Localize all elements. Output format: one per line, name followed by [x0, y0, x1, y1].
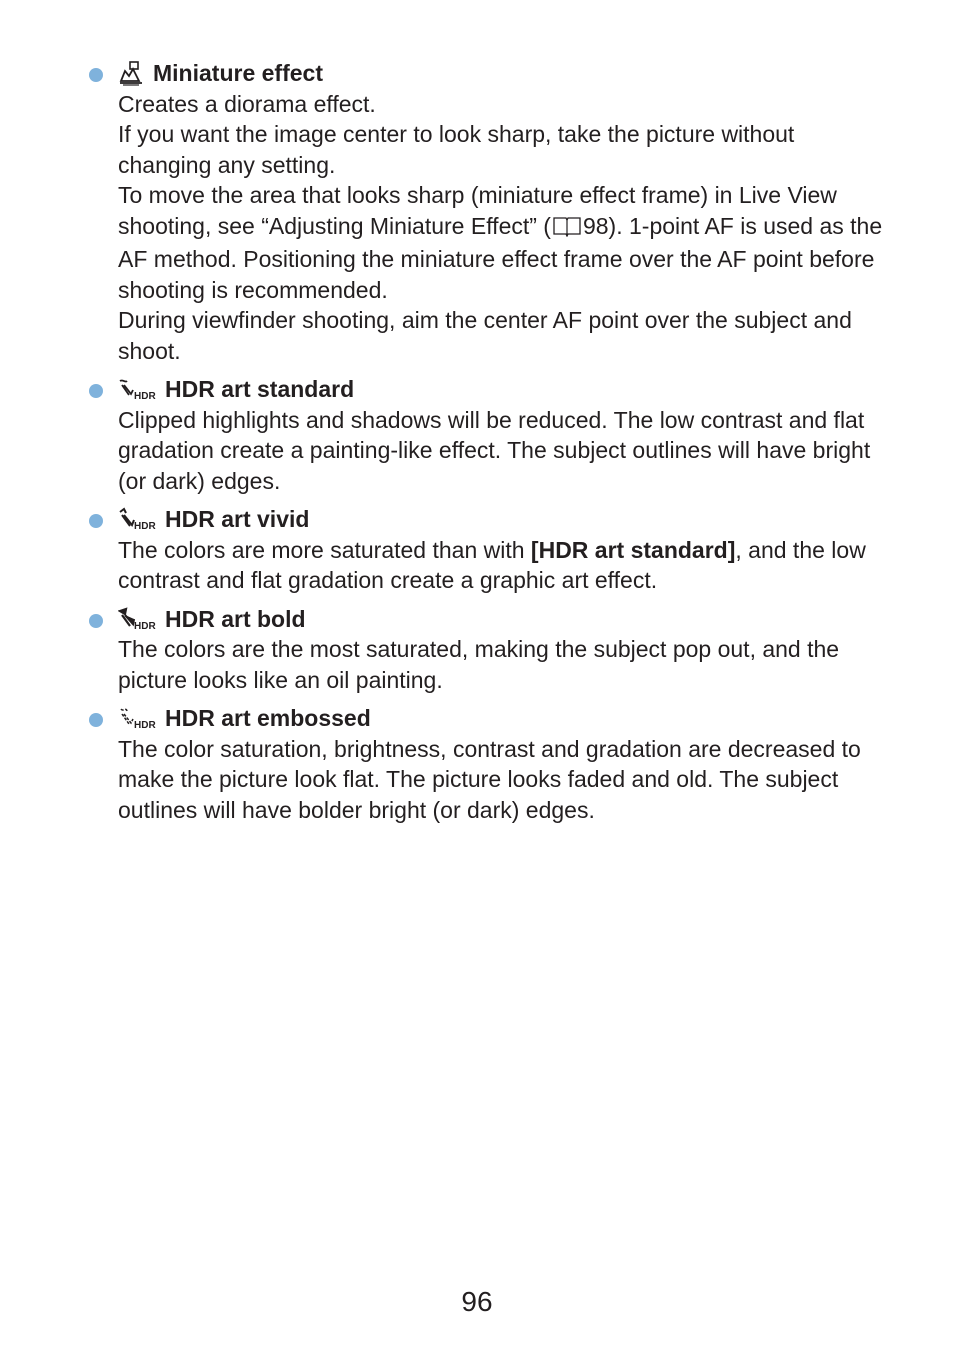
hdr-art-embossed-icon — [118, 706, 156, 730]
list-item-hdr-art-standard — [0, 374, 954, 496]
item-text: To move the area that looks sharp (miniature effect frame) in Live View shooting, see “Adjusting Miniature Effect” ( 98). 1-point AF is used as the AF method. Positioning the miniature effect frame over the AF point before shooting is recommended. — [118, 182, 883, 303]
miniature-effect-icon — [118, 60, 144, 86]
bullet — [89, 614, 103, 628]
list-item-hdr-art-embossed — [0, 703, 954, 825]
item-title: HDR art bold — [165, 605, 306, 632]
hdr-art-vivid-icon — [118, 507, 156, 531]
item-title: Miniature effect — [153, 60, 323, 86]
hdr-art-bold-icon — [118, 607, 156, 631]
svg-text:HDR: HDR — [134, 620, 156, 631]
list-item-hdr-art-vivid — [0, 504, 954, 596]
item-text: The color saturation, brightness, contrast and gradation are decreased to make the picture look flat. The picture looks faded and old. The subject outlines will have bolder bright (or dark) edges. — [118, 735, 861, 823]
book-reference-icon — [552, 214, 582, 245]
item-title: HDR art vivid — [165, 506, 310, 532]
item-text: During viewfinder shooting, aim the center AF point over the subject and shoot. — [118, 307, 852, 364]
item-text: If you want the image center to look sharp, take the picture without changing any setting. — [118, 121, 795, 178]
item-title: HDR art embossed — [165, 705, 371, 731]
list-item-hdr-art-bold — [0, 604, 954, 696]
svg-text:HDR: HDR — [134, 720, 156, 731]
item-heading — [118, 374, 894, 405]
list-item-miniature-effect — [0, 58, 954, 366]
bullet — [89, 68, 103, 82]
hdr-art-standard-icon — [118, 377, 156, 401]
bullet — [89, 384, 103, 398]
item-heading — [118, 58, 894, 89]
item-heading — [118, 604, 894, 635]
svg-text:HDR: HDR — [134, 521, 156, 532]
item-text: Creates a diorama effect. — [118, 90, 376, 117]
svg-text:HDR: HDR — [134, 391, 156, 402]
page-number: 96 — [461, 1286, 493, 1317]
item-text: The colors are the most saturated, making the subject pop out, and the picture looks like an oil painting. — [118, 636, 840, 693]
bullet — [89, 713, 103, 727]
item-title: HDR art standard — [165, 376, 355, 402]
item-heading — [118, 703, 894, 734]
item-text: Clipped highlights and shadows will be reduced. The low contrast and flat gradation create a painting-like effect. The subject outlines will have bright (or dark) edges. — [118, 406, 871, 494]
bullet — [89, 514, 103, 528]
item-text: The colors are more saturated than with [HDR art standard], and the low contrast and flat gradation create a graphic art effect. — [118, 536, 866, 593]
content — [0, 58, 954, 833]
item-heading — [118, 504, 894, 535]
